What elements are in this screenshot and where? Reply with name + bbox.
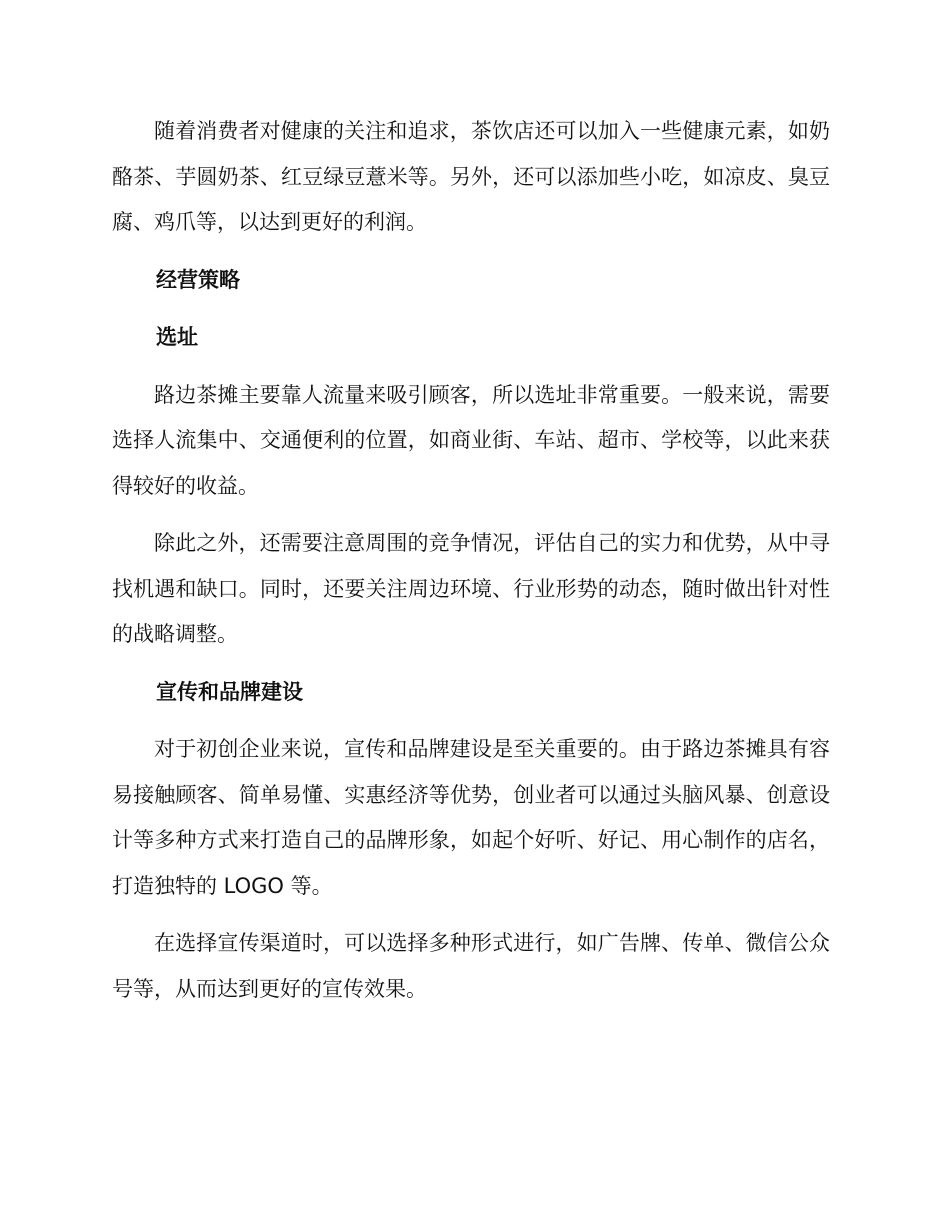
paragraph-location-2: 除此之外，还需要注意周围的竞争情况，评估自己的实力和优势，从中寻找机遇和缺口。同时，还要关注周边环境、行业形势的动态，随时做出针对性的战略调整。 [112, 531, 830, 646]
heading-location: 选址 [156, 325, 198, 349]
paragraph-branding-1: 对于初创企业来说，宣传和品牌建设是至关重要的。由于路边茶摊具有容易接触顾客、简单易懂、实惠经济等优势，创业者可以通过头脑风暴、创意设计等多种方式来打造自己的品牌形象，如起个好听、好记、用心制作的店名，打造独特的 LOGO 等。 [112, 737, 830, 898]
heading-strategy: 经营策略 [156, 267, 240, 292]
paragraph-location-1: 路边茶摊主要靠人流量来吸引顾客，所以选址非常重要。一般来说，需要选择人流集中、交通便利的位置，如商业街、车站、超市、学校等，以此来获得较好的收益。 [112, 382, 830, 498]
document-body [112, 109, 830, 1024]
heading-branding: 宣传和品牌建设 [156, 679, 303, 704]
paragraph-branding-2: 在选择宣传渠道时，可以选择多种形式进行，如广告牌、传单、微信公众号等，从而达到更好的宣传效果。 [112, 931, 830, 1001]
paragraph-health-elements: 随着消费者对健康的关注和追求，茶饮店还可以加入一些健康元素，如奶酪茶、芋圆奶茶、红豆绿豆薏米等。另外，还可以添加些小吃，如凉皮、臭豆腐、鸡爪等，以达到更好的利润。 [112, 119, 830, 234]
